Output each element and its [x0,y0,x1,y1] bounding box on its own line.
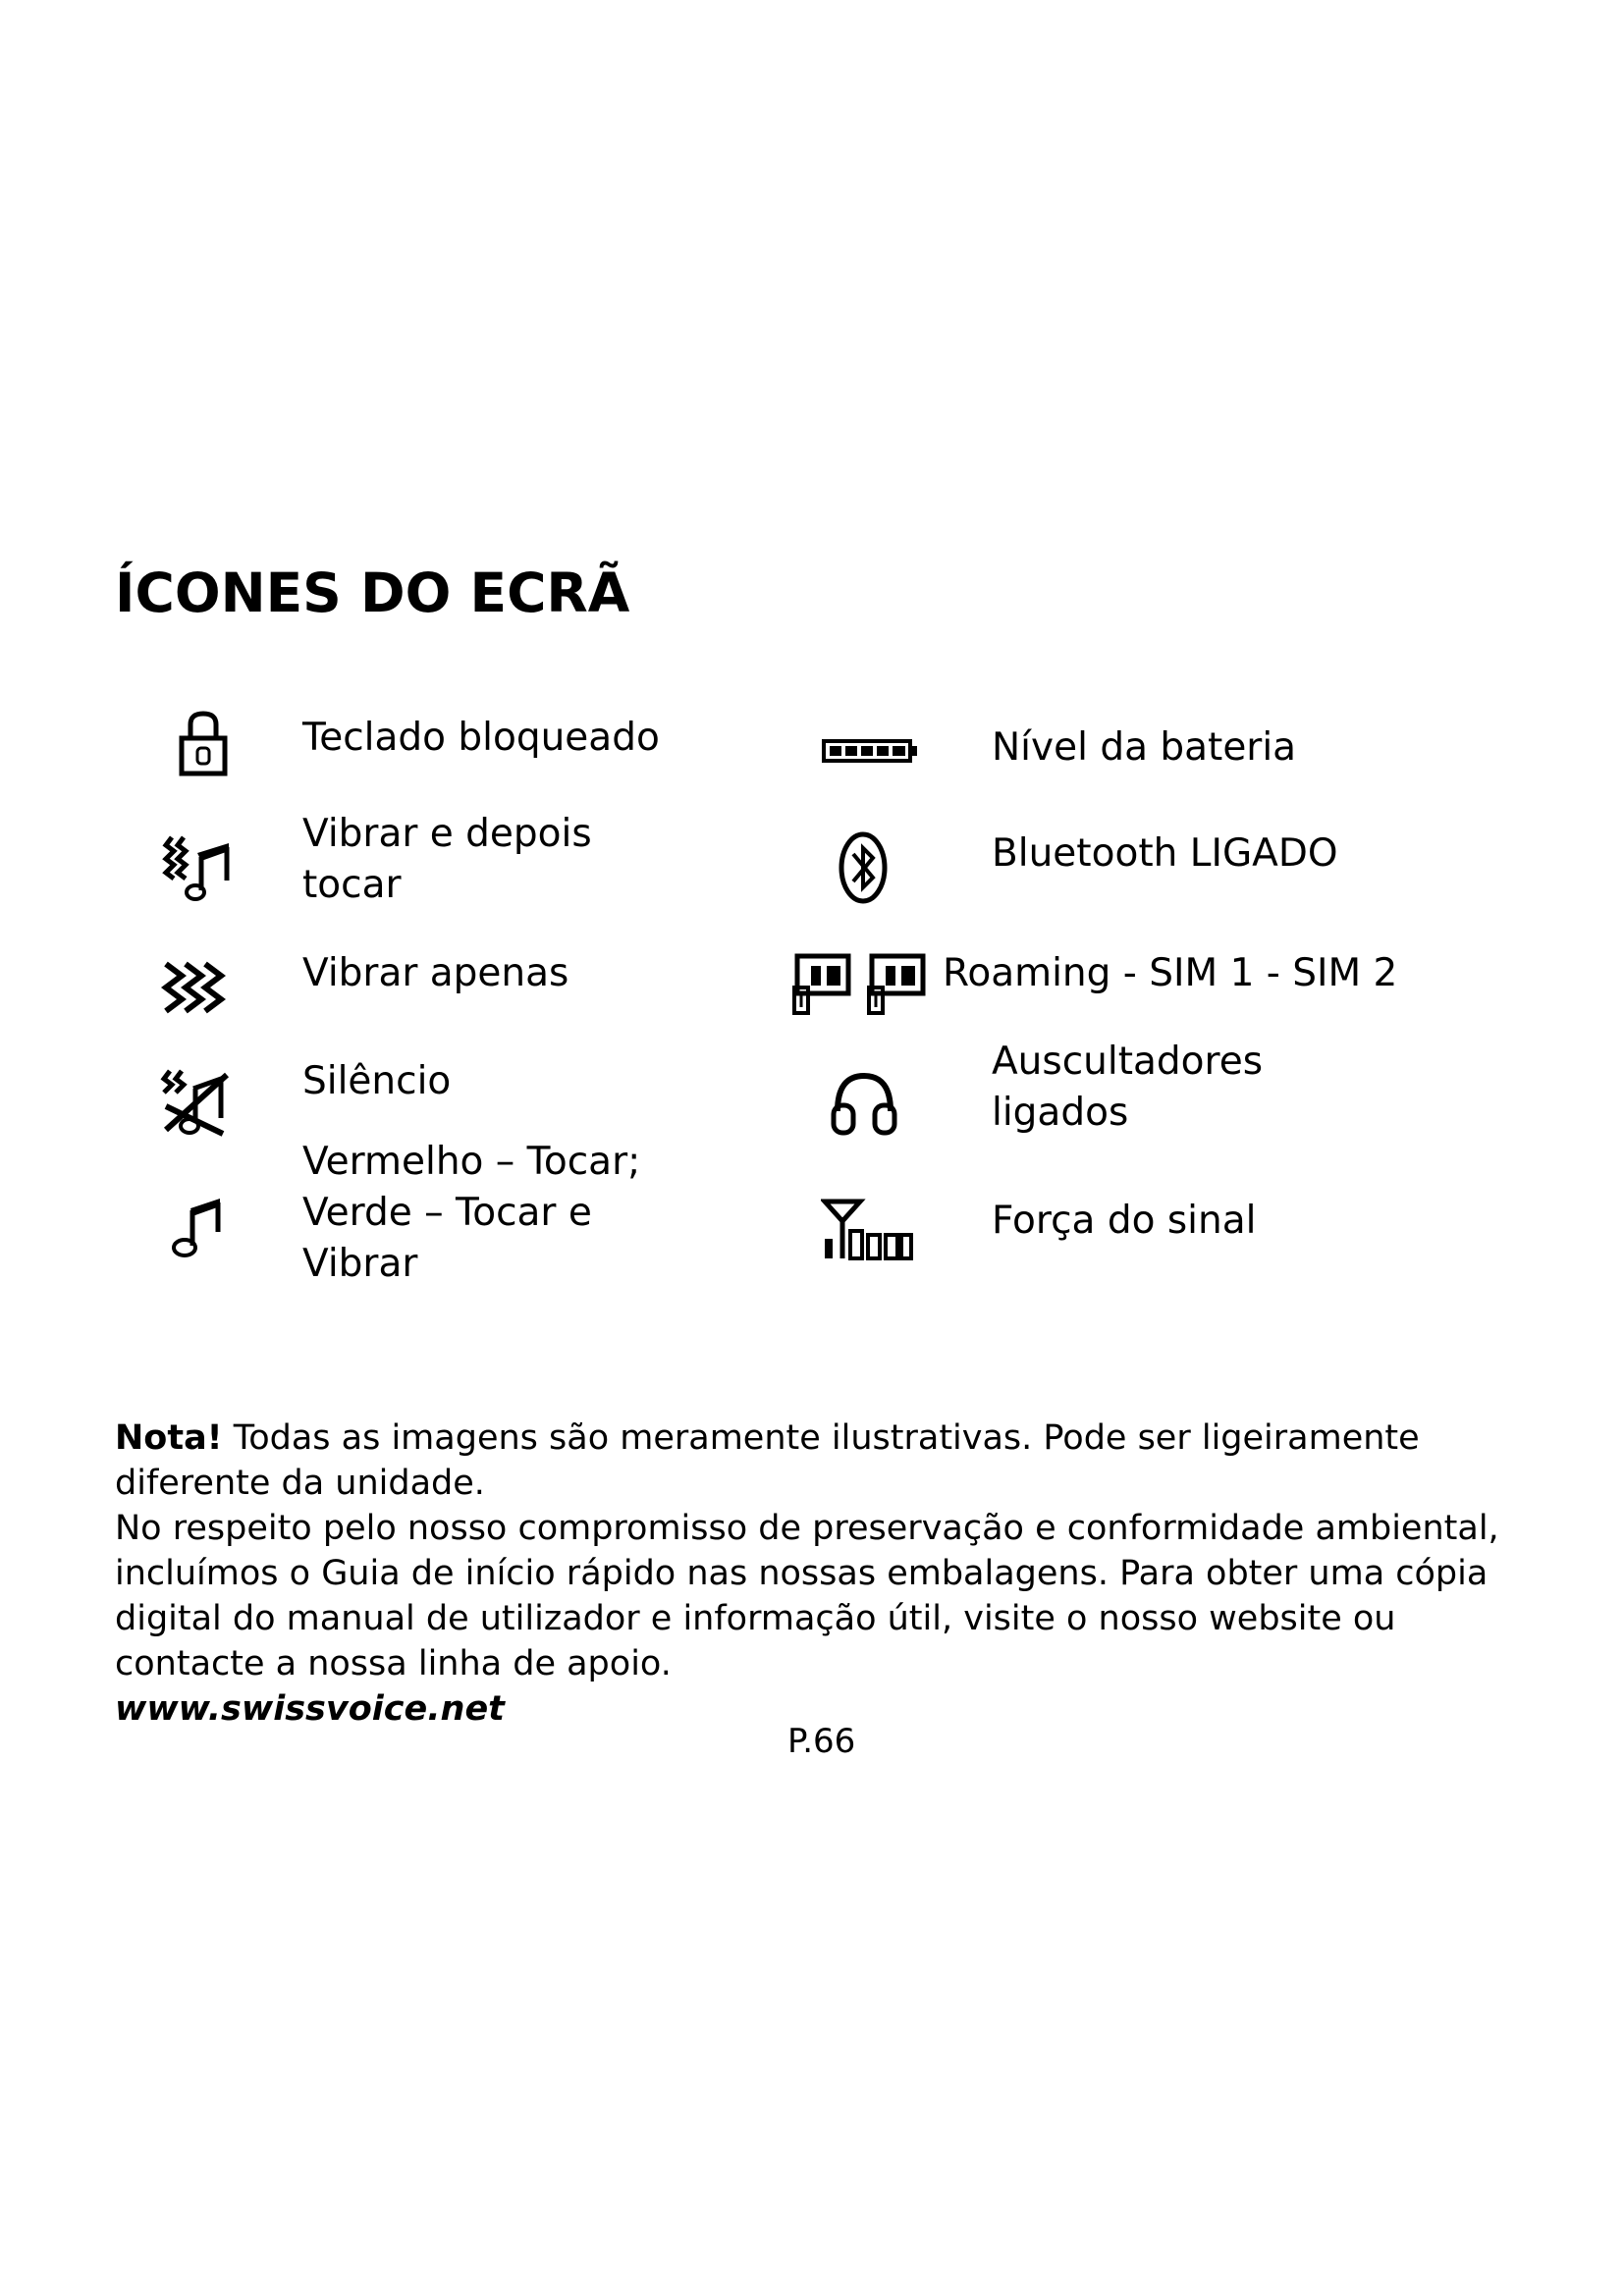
headset-icon [830,1070,898,1137]
bluetooth-icon [838,830,889,905]
note-lead: Nota! [115,1418,223,1458]
roaming-sim-icon [791,950,941,1019]
keypad-lock-icon [177,709,230,777]
website-link[interactable]: www.swissvoice.net [115,1689,505,1729]
signal-strength-label: Força do sinal [992,1199,1257,1243]
keypad-lock-label: Teclado bloqueado [302,716,660,760]
note-line1-text: Todas as imagens são meramente ilustrativas. Pode ser ligeiramente diferente da unidade. [115,1418,1420,1503]
ring-note-icon [169,1195,226,1259]
roaming-sim-label: Roaming - SIM 1 - SIM 2 [943,951,1398,995]
silent-label: Silêncio [302,1059,452,1103]
note-paragraph-1 [115,1415,1529,1506]
signal-strength-icon [821,1196,915,1262]
battery-level-icon [821,738,919,764]
bluetooth-label: Bluetooth LIGADO [992,831,1338,876]
page-title: ÍCONES DO ECRÃ [115,561,630,624]
ring-note-label: Vermelho – Tocar; Verde – Tocar e Vibrar [302,1140,641,1286]
vibrate-then-ring-label: Vibrar e depois tocar [302,812,592,907]
vibrate-only-icon [160,960,233,1015]
vibrate-only-label: Vibrar apenas [302,951,569,995]
vibrate-then-ring-icon [162,831,235,902]
note-block [115,1415,1529,1732]
headset-label: Auscultadores ligados [992,1040,1264,1135]
note-paragraph-2: No respeito pelo nosso compromisso de preservação e conformidade ambiental, incluímos o Guia de início rápido nas nossas embalagens. Para obter uma cópia digital do manual de utilizador e informação útil, visite o nosso website ou contacte a nossa linha de apoio. [115,1509,1499,1683]
silent-icon [160,1067,233,1138]
battery-level-label: Nível da bateria [992,725,1297,770]
page-number: P.66 [787,1722,856,1761]
